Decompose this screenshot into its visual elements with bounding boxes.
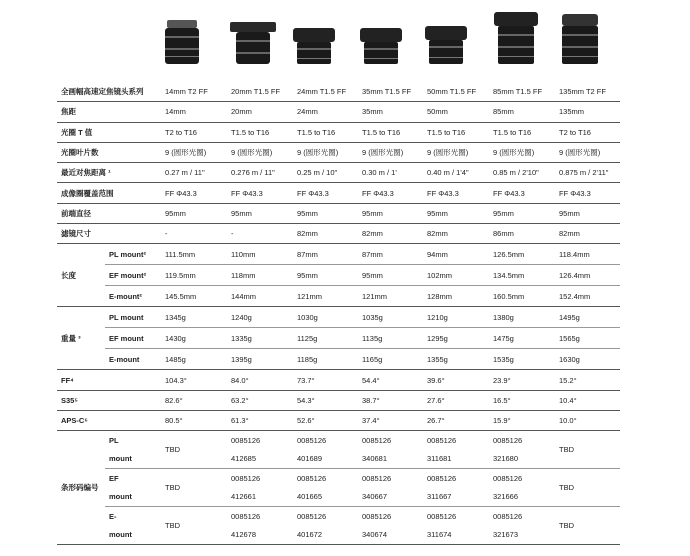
barcode-top: 0085126 [297, 435, 327, 445]
value-cell: 110mm [227, 244, 293, 265]
value-cell: FF Φ43.3 [489, 183, 555, 203]
value-cell: 1345g [161, 307, 227, 328]
row-label: 全画幅高速定焦镜头系列 [57, 82, 161, 102]
value-cell: 118.4mm [555, 244, 620, 265]
value-cell: 126.5mm [489, 244, 555, 265]
lens-135mm-image [560, 14, 600, 66]
value-cell: 1185g [293, 349, 358, 370]
value-cell: T1.5 to T16 [358, 122, 423, 142]
sub-label: EF [109, 473, 119, 483]
value-cell: T1.5 to T16 [489, 122, 555, 142]
value-cell: 95mm [489, 203, 555, 223]
barcode-bottom: 401689 [293, 450, 358, 469]
table-row [57, 370, 620, 390]
lens-85mm-image [494, 12, 538, 66]
tbd-cell: TBD [161, 431, 227, 469]
barcode-bottom: 311681 [423, 450, 489, 469]
value-cell: 1395g [227, 349, 293, 370]
table-row [57, 265, 620, 286]
table-row [57, 183, 620, 203]
value-cell: 0.40 m / 1'4" [423, 163, 489, 183]
sub-label: EF mount² [105, 265, 161, 286]
value-cell: 24mm [293, 102, 358, 122]
barcode-bottom: 321680 [489, 450, 555, 469]
value-cell: 82mm [358, 224, 423, 244]
value-cell: 10.4° [555, 390, 620, 410]
barcode-bottom: 412661 [227, 487, 293, 506]
barcode-top: 0085126 [493, 435, 523, 445]
table-row [57, 487, 620, 506]
row-label: S35⁵ [57, 390, 161, 410]
row-label: FF⁴ [57, 370, 161, 390]
value-cell: 95mm [293, 203, 358, 223]
row-label: 最近对焦距离 ¹ [57, 163, 161, 183]
value-cell: 39.6° [423, 370, 489, 390]
value-cell: FF Φ43.3 [227, 183, 293, 203]
value-cell: FF Φ43.3 [293, 183, 358, 203]
value-cell: 95mm [293, 265, 358, 286]
value-cell: 82mm [555, 224, 620, 244]
sub-label: mount [105, 487, 161, 506]
value-cell: 95mm [358, 203, 423, 223]
barcode-bottom: 340681 [358, 450, 423, 469]
table-row [57, 102, 620, 122]
value-cell: FF Φ43.3 [555, 183, 620, 203]
sub-label: mount [105, 450, 161, 469]
value-cell: 145.5mm [161, 286, 227, 307]
value-cell: 118mm [227, 265, 293, 286]
sub-label: PL mount² [105, 244, 161, 265]
barcode-top: 0085126 [427, 473, 457, 483]
value-cell: 128mm [423, 286, 489, 307]
barcode-top: 0085126 [297, 473, 327, 483]
value-cell: 144mm [227, 286, 293, 307]
value-cell: FF Φ43.3 [161, 183, 227, 203]
spec-table [57, 82, 620, 545]
tbd-cell: TBD [555, 469, 620, 507]
barcode-top: 0085126 [362, 473, 392, 483]
table-row [57, 450, 620, 469]
value-cell: 1135g [358, 328, 423, 349]
row-label: 成像圈覆盖范围 [57, 183, 161, 203]
value-cell: 9 (圆形光圈) [227, 142, 293, 162]
value-cell: 15.9° [489, 410, 555, 430]
value-cell: 104.3° [161, 370, 227, 390]
barcode-top: 0085126 [231, 435, 261, 445]
table-row [57, 224, 620, 244]
table-row [57, 410, 620, 430]
sub-label: E-mount² [105, 286, 161, 307]
barcode-bottom: 412685 [227, 450, 293, 469]
value-cell: 16.5° [489, 390, 555, 410]
lens-name-cell: 20mm T1.5 FF [227, 82, 293, 102]
value-cell: 95mm [358, 265, 423, 286]
table-row [57, 82, 620, 102]
barcode-top: 0085126 [493, 511, 523, 521]
sub-label: PL mount [105, 307, 161, 328]
value-cell: 0.276 m / 11" [227, 163, 293, 183]
lens-20mm-image [230, 22, 276, 66]
value-cell: 1035g [358, 307, 423, 328]
barcode-top: 0085126 [427, 435, 457, 445]
barcode-top: 0085126 [493, 473, 523, 483]
barcode-bottom: 340674 [358, 525, 423, 544]
lens-50mm-image [425, 26, 467, 66]
value-cell: 1535g [489, 349, 555, 370]
table-row [57, 390, 620, 410]
lens-images [0, 0, 690, 80]
value-cell: 14mm [161, 102, 227, 122]
barcode-top: 0085126 [297, 511, 327, 521]
value-cell: T1.5 to T16 [423, 122, 489, 142]
value-cell: T1.5 to T16 [227, 122, 293, 142]
value-cell: 152.4mm [555, 286, 620, 307]
value-cell: 1630g [555, 349, 620, 370]
value-cell: 80.5° [161, 410, 227, 430]
value-cell: 95mm [161, 203, 227, 223]
barcode-bottom: 412678 [227, 525, 293, 544]
value-cell: - [227, 224, 293, 244]
sub-label: EF mount [105, 328, 161, 349]
value-cell: 121mm [358, 286, 423, 307]
table-row [57, 307, 620, 328]
value-cell: 9 (圆形光圈) [293, 142, 358, 162]
row-label: APS-C⁶ [57, 410, 161, 430]
tbd-cell: TBD [161, 469, 227, 507]
table-row [57, 286, 620, 307]
value-cell: 20mm [227, 102, 293, 122]
lens-24mm-image [293, 28, 335, 66]
value-cell: 1475g [489, 328, 555, 349]
value-cell: 0.85 m / 2'10" [489, 163, 555, 183]
value-cell: 15.2° [555, 370, 620, 390]
value-cell: 87mm [293, 244, 358, 265]
lens-name-cell: 35mm T1.5 FF [358, 82, 423, 102]
weight-label: 重量 ³ [57, 307, 105, 370]
value-cell: 119.5mm [161, 265, 227, 286]
value-cell: 27.6° [423, 390, 489, 410]
barcode-top: 0085126 [231, 473, 261, 483]
value-cell: 85mm [489, 102, 555, 122]
value-cell: FF Φ43.3 [423, 183, 489, 203]
tbd-cell: TBD [555, 506, 620, 544]
value-cell: 1355g [423, 349, 489, 370]
barcode-label: 条形码编号 [57, 431, 105, 544]
value-cell: 9 (圆形光圈) [555, 142, 620, 162]
value-cell: 26.7° [423, 410, 489, 430]
row-label: 光圈叶片数 [57, 142, 161, 162]
lens-name-cell: 135mm T2 FF [555, 82, 620, 102]
value-cell: 54.4° [358, 370, 423, 390]
value-cell: 95mm [423, 203, 489, 223]
value-cell: 95mm [227, 203, 293, 223]
value-cell: 35mm [358, 102, 423, 122]
value-cell: 1240g [227, 307, 293, 328]
table-row [57, 328, 620, 349]
value-cell: 9 (圆形光圈) [423, 142, 489, 162]
tbd-cell: TBD [161, 506, 227, 544]
value-cell: 0.875 m / 2'11" [555, 163, 620, 183]
table-row [57, 349, 620, 370]
lens-35mm-image [360, 28, 402, 66]
value-cell: 121mm [293, 286, 358, 307]
value-cell: 0.30 m / 1' [358, 163, 423, 183]
sub-label: E- [109, 511, 117, 521]
value-cell: 63.2° [227, 390, 293, 410]
value-cell: 50mm [423, 102, 489, 122]
tbd-cell: TBD [555, 431, 620, 469]
barcode-bottom: 321673 [489, 525, 555, 544]
value-cell: 86mm [489, 224, 555, 244]
barcode-bottom: 340667 [358, 487, 423, 506]
barcode-bottom: 311674 [423, 525, 489, 544]
length-label: 长度 [57, 244, 105, 307]
value-cell: 1495g [555, 307, 620, 328]
value-cell: 102mm [423, 265, 489, 286]
table-row [57, 431, 620, 450]
value-cell: 95mm [555, 203, 620, 223]
value-cell: 54.3° [293, 390, 358, 410]
value-cell: - [161, 224, 227, 244]
value-cell: 84.0° [227, 370, 293, 390]
barcode-top: 0085126 [362, 435, 392, 445]
row-label: 焦距 [57, 102, 161, 122]
value-cell: 82mm [293, 224, 358, 244]
value-cell: 23.9° [489, 370, 555, 390]
barcode-top: 0085126 [362, 511, 392, 521]
row-label: 光圈 T 值 [57, 122, 161, 142]
table-row [57, 525, 620, 544]
value-cell: 1030g [293, 307, 358, 328]
value-cell: 82.6° [161, 390, 227, 410]
value-cell: 9 (圆形光圈) [489, 142, 555, 162]
value-cell: T2 to T16 [161, 122, 227, 142]
value-cell: T1.5 to T16 [293, 122, 358, 142]
row-label: 滤镜尺寸 [57, 224, 161, 244]
sub-label: mount [105, 525, 161, 544]
table-row [57, 244, 620, 265]
value-cell: 1485g [161, 349, 227, 370]
value-cell: 9 (圆形光圈) [161, 142, 227, 162]
barcode-bottom: 321666 [489, 487, 555, 506]
value-cell: 37.4° [358, 410, 423, 430]
row-label: 前端直径 [57, 203, 161, 223]
table-row [57, 122, 620, 142]
barcode-bottom: 401672 [293, 525, 358, 544]
lens-name-cell: 14mm T2 FF [161, 82, 227, 102]
value-cell: 9 (圆形光圈) [358, 142, 423, 162]
table-row [57, 203, 620, 223]
table-row [57, 469, 620, 488]
value-cell: 135mm [555, 102, 620, 122]
value-cell: 111.5mm [161, 244, 227, 265]
value-cell: 126.4mm [555, 265, 620, 286]
table-row [57, 163, 620, 183]
value-cell: 134.5mm [489, 265, 555, 286]
lens-name-cell: 24mm T1.5 FF [293, 82, 358, 102]
value-cell: 1125g [293, 328, 358, 349]
barcode-bottom: 401665 [293, 487, 358, 506]
value-cell: 0.27 m / 11" [161, 163, 227, 183]
value-cell: 1210g [423, 307, 489, 328]
value-cell: 10.0° [555, 410, 620, 430]
value-cell: 0.25 m / 10" [293, 163, 358, 183]
lens-name-cell: 50mm T1.5 FF [423, 82, 489, 102]
value-cell: 1295g [423, 328, 489, 349]
value-cell: FF Φ43.3 [358, 183, 423, 203]
lens-name-cell: 85mm T1.5 FF [489, 82, 555, 102]
value-cell: 61.3° [227, 410, 293, 430]
value-cell: 38.7° [358, 390, 423, 410]
value-cell: 82mm [423, 224, 489, 244]
value-cell: 1380g [489, 307, 555, 328]
value-cell: 1165g [358, 349, 423, 370]
lens-14mm-image [163, 20, 201, 66]
table-row [57, 142, 620, 162]
value-cell: 52.6° [293, 410, 358, 430]
table-row [57, 506, 620, 525]
value-cell: 73.7° [293, 370, 358, 390]
barcode-top: 0085126 [427, 511, 457, 521]
value-cell: 87mm [358, 244, 423, 265]
barcode-bottom: 311667 [423, 487, 489, 506]
barcode-top: 0085126 [231, 511, 261, 521]
value-cell: 1335g [227, 328, 293, 349]
value-cell: 94mm [423, 244, 489, 265]
value-cell: 160.5mm [489, 286, 555, 307]
sub-label: E-mount [105, 349, 161, 370]
sub-label: PL [109, 435, 119, 445]
value-cell: 1430g [161, 328, 227, 349]
value-cell: 1565g [555, 328, 620, 349]
value-cell: T2 to T16 [555, 122, 620, 142]
